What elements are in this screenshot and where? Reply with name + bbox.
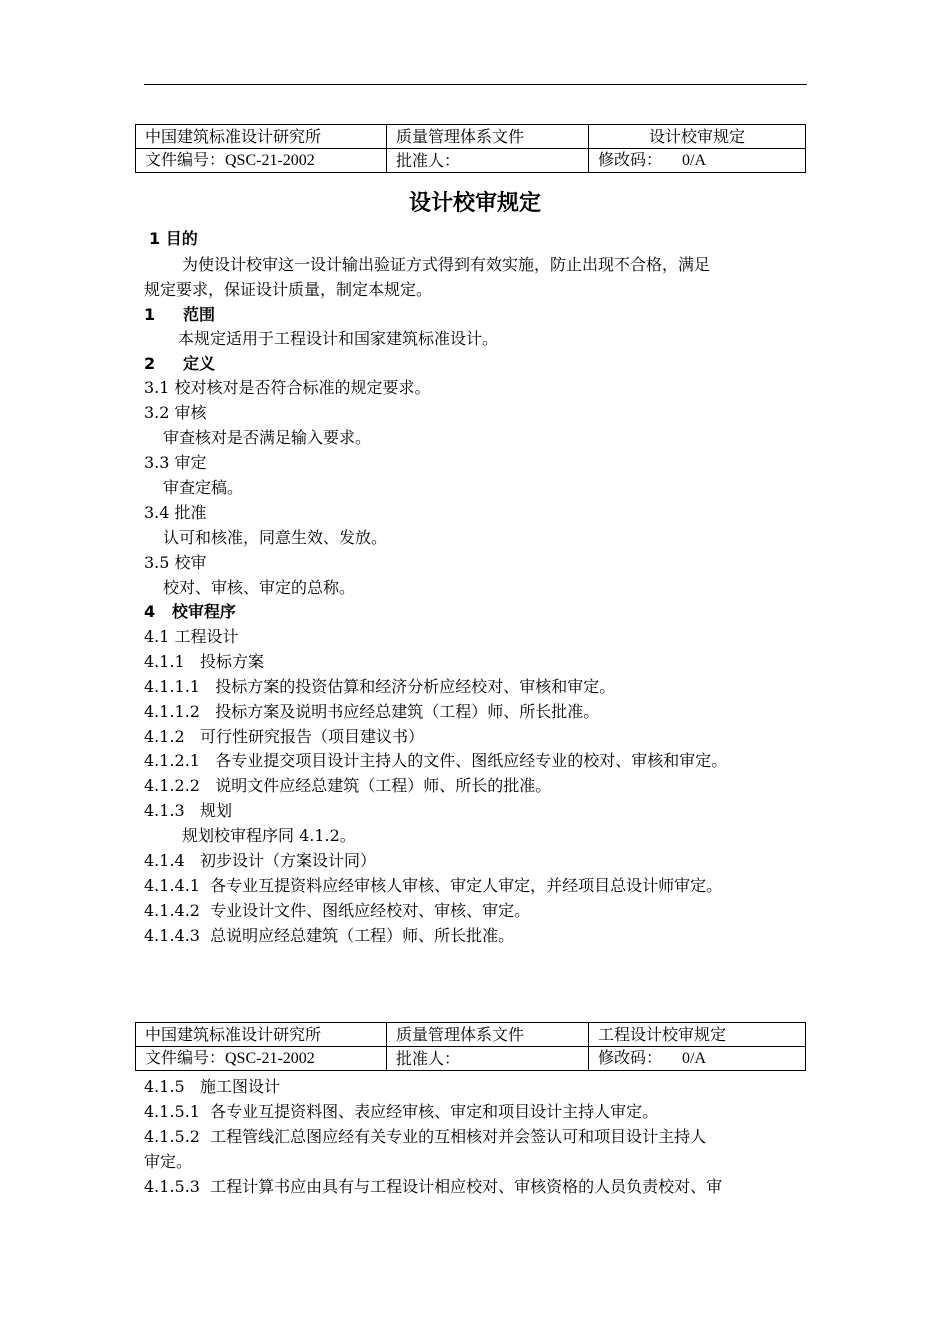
paragraph-line: 本规定适用于工程设计和国家建筑标准设计。 (178, 329, 499, 348)
paragraph-line: 4.1.2.1 各专业提交项目设计主持人的文件、图纸应经专业的校对、审核和审定。 (144, 751, 728, 770)
paragraph-line: 4.1 工程设计 (144, 627, 239, 646)
file-number: 文件编号：QSC-21-2002 (136, 1047, 387, 1071)
paragraph-line: 审查定稿。 (163, 478, 244, 497)
paragraph-line: 规划校审程序同 4.1.2。 (182, 826, 356, 845)
paragraph-line: 4.1.4 初步设计（方案设计同） (144, 851, 376, 870)
revision-code: 修改码： 0/A (589, 149, 806, 173)
paragraph-line: 4.1.5.3 工程计算书应由具有与工程设计相应校对、审核资格的人员负责校对、审 (144, 1177, 723, 1196)
paragraph-line: 4.1.5.1 各专业互提资料图、表应经审核、审定和项目设计主持人审定。 (144, 1102, 659, 1121)
paragraph-line: 3.1 校对核对是否符合标准的规定要求。 (144, 378, 431, 397)
paragraph-line: 4.1.2 可行性研究报告（项目建议书） (144, 727, 424, 746)
org-name: 中国建筑标准设计研究所 (136, 1023, 387, 1047)
section-heading: 1 范围 (144, 305, 215, 324)
paragraph-line: 3.3 审定 (144, 453, 207, 472)
paragraph-line: 校对、审核、审定的总称。 (163, 578, 356, 597)
paragraph-line: 4.1.4.2 专业设计文件、图纸应经校对、审核、审定。 (144, 901, 531, 920)
paragraph-line: 4.1.5.2 工程管线汇总图应经有关专业的互相核对并会签认可和项目设计主持人 (144, 1127, 707, 1146)
paragraph-line: 4.1.1 投标方案 (144, 652, 264, 671)
doc-title: 工程设计校审规定 (589, 1023, 806, 1047)
file-number: 文件编号：QSC-21-2002 (136, 149, 387, 173)
paragraph-line: 3.2 审核 (144, 403, 207, 422)
header-table (135, 1022, 806, 1071)
revision-code: 修改码： 0/A (589, 1047, 806, 1071)
paragraph-line: 3.5 校审 (144, 553, 207, 572)
page-title: 设计校审规定 (408, 191, 541, 216)
section-heading: 1 目的 (149, 229, 198, 248)
paragraph-line: 审查核对是否满足输入要求。 (163, 428, 372, 447)
system-name: 质量管理体系文件 (387, 1023, 589, 1047)
org-name: 中国建筑标准设计研究所 (136, 125, 387, 149)
paragraph-line: 3.4 批准 (144, 503, 207, 522)
approver: 批准人： (387, 1047, 589, 1071)
paragraph-line: 4.1.4.1 各专业互提资料应经审核人审核、审定人审定，并经项目总设计师审定。 (144, 876, 723, 895)
header-rule (144, 84, 807, 85)
doc-title: 设计校审规定 (589, 125, 806, 149)
approver: 批准人： (387, 149, 589, 173)
paragraph-line: 4.1.2.2 说明文件应经总建筑（工程）师、所长的批准。 (144, 776, 552, 795)
paragraph-line: 4.1.1.2 投标方案及说明书应经总建筑（工程）师、所长批准。 (144, 702, 600, 721)
paragraph-line: 为使设计校审这一设计输出验证方式得到有效实施，防止出现不合格，满足 (182, 255, 711, 274)
header-table (135, 124, 806, 173)
paragraph-line: 审定。 (144, 1152, 193, 1171)
paragraph-line: 认可和核准，同意生效、发放。 (163, 528, 388, 547)
paragraph-line: 4.1.4.3 总说明应经总建筑（工程）师、所长批准。 (144, 926, 515, 945)
paragraph-line: 4.1.5 施工图设计 (144, 1077, 280, 1096)
paragraph-line: 规定要求，保证设计质量，制定本规定。 (144, 280, 433, 299)
section-heading: 2 定义 (144, 354, 215, 373)
section-heading: 4 校审程序 (144, 602, 236, 621)
paragraph-line: 4.1.1.1 投标方案的投资估算和经济分析应经校对、审核和审定。 (144, 677, 616, 696)
paragraph-line: 4.1.3 规划 (144, 801, 232, 820)
system-name: 质量管理体系文件 (387, 125, 589, 149)
